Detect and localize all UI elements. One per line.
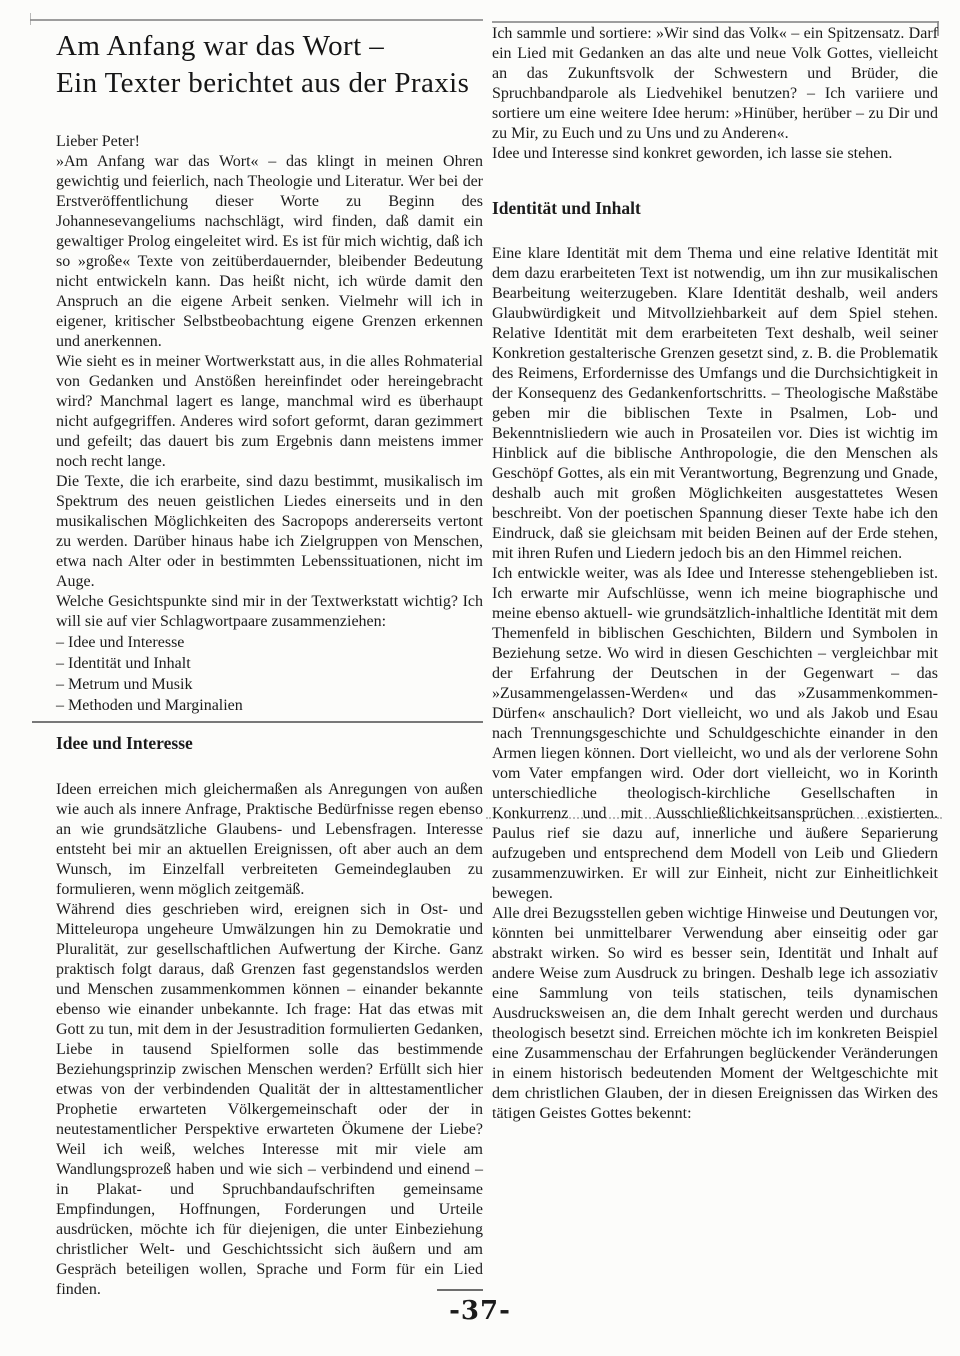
- top-rule-left-tick: [30, 13, 31, 25]
- list-item: – Identität und Inhalt: [56, 655, 191, 672]
- section-heading-idee-und-interesse: Idee und Interesse: [56, 733, 193, 753]
- section-divider-line: [32, 721, 483, 723]
- paragraph: Die Texte, die ich erarbeite, sind dazu bestimmt, musikalisch im Spektrum des neuen geistlichen Liedes einerseits und in den musikalischen Möglichkeiten des Sacropops andererseits vertont zu werden. Darüber hinaus habe ich Zielgruppen von Menschen, etwa nach Alter oder in bestimmten Lebenssituationen, nicht im Auge.: [56, 473, 483, 590]
- paragraph: Idee und Interesse sind konkret geworden, ich lasse sie stehen.: [492, 145, 893, 162]
- paragraph: Eine klare Identität mit dem Thema und eine relative Identität mit dem dazu erarbeiteten Text ist notwendig, um ihn zur musikalischen Bearbeitung weiterzugeben. Klare Identität deshalb, weil anders Glaubwürdigkeit und Mitvollziehbarkeit auf dem Spiel stehen. Relative Identität mit dem erarbeiteten Text deshalb, weil seiner Konkretion gestalterische Grenzen gesetzt sind, z. B. die Problematik des Reimens, Erfordernisse des Umfangs und die Durchsichtigkeit in der Konsequenz des Gedankenfortschritts. – Theologische Maßstäbe geben mir die biblischen Texte in Psalmen, Lob- und Bekenntnisliedern wie auch in Prosateilen vor. Dies ist wichtig im Hinblick auf die biblische Anthropologie, die den Menschen als Geschöpf Gottes, als ein mit Verantwortung, Begrenzung und Gnade, deshalb auch mit großen Möglichkeiten ausgestattetes Wesen beschreibt. Von der poetischen Spannung dieser Texte habe ich den Eindruck, daß sie gleichsam mit beiden Beinen auf der Erde stehen, mit ihren Rufen und Liedern jedoch bis an den Himmel reichen.: [492, 245, 938, 562]
- paragraph: Welche Gesichtspunkte sind mir in der Textwerkstatt wichtig? Ich will sie auf vier Schlagwortpaare zusammenziehen:: [56, 593, 483, 630]
- right-column: [492, 24, 938, 1124]
- list-item: – Methoden und Marginalien: [56, 697, 243, 714]
- keyword-list: [56, 632, 483, 716]
- top-rule-left-column: [30, 19, 483, 21]
- paragraph: Ich entwickle weiter, was als Idee und Interesse stehengeblieben ist. Ich erwarte mir Aufschlüsse, wenn ich meine biographische und meine ebenso aktuell- wie grundsätzlich-inhaltliche Identität mit dem Themenfeld in biblischen Geschichten, Bildern und Symbolen in Beziehung setze. Wo wird in diesen Geschichten – vergleichbar mit der Erfahrung der Deutschen in der Gegenwart – das »Zusammengelassen-Werden« und das »Zusammenkommen-Dürfen« anschaulich? Dort vielleicht, wo und als Jakob und Esau nach Trennungsgeschichte und Schuldgeschichte einander in den Armen liegen können. Dort vielleicht, wo und als der verlorene Sohn vom Vater empfangen wird. Oder dort vielleicht, wo in Korinth unterschiedliche theologisch-kirchliche Gesellschaften in Konkurrenz und mit Ausschließlichkeitsansprüchen existierten. Paulus rief sie dazu auf, innerliche und äußere Separierung aufzugeben und entsprechend dem Modell von Leib und Gliedern zusammenzuwirken. Er will zur Einheit, nicht zur Einheitlichkeit bewegen.: [492, 565, 938, 902]
- page-number: -37-: [449, 1296, 511, 1326]
- list-item: – Metrum und Musik: [56, 676, 193, 693]
- section-heading-identitaet-und-inhalt: Identität und Inhalt: [492, 198, 641, 218]
- salutation: Lieber Peter!: [56, 133, 140, 150]
- list-item: – Idee und Interesse: [56, 634, 185, 651]
- top-rule-right-column: [492, 21, 939, 23]
- paragraph: Wie sieht es in meiner Wortwerkstatt aus, in die alles Rohmaterial von Gedanken und Anstößen hereinfindet oder hereingebracht wird? Manchmal lagert es lange, manchmal wird es überhaupt nicht aufgegriffen. Anderes wird sofort geformt, daran gezimmert und gefeilt; das dauert bis zum Ergebnis dann meistens immer noch recht lange.: [56, 353, 483, 470]
- page-title-line-2: Ein Texter berichtet aus der Praxis: [56, 67, 470, 99]
- page-title: [56, 28, 483, 102]
- paragraph: Ich sammle und sortiere: »Wir sind das Volk« – ein Spitzensatz. Darf ein Lied mit Gedanken an das alte und neue Volk Gottes, vielleicht an das Zukunftsvolk der Schwestern und Brüder, die Spruchbandparole als Liedvehikel benutzen? – Ich variiere und sortiere um eine weitere Idee herum: »Hinüber, herüber – zu Dir und zu Mir, zu Euch und zu Uns und zu Anderen«.: [492, 25, 938, 142]
- paragraph: Ideen erreichen mich gleichermaßen als Anregungen von außen wie auch als innere Anfrage, Praktische Bedürfnisse regen ebenso an wie grundsätzliche Glaubens- und Lebensfragen. Interesse entsteht bei mir an aktuellen Ereignissen, oft aber auch an dem Wunsch, im Einzelfall verbreiteten Gemeindeglauben zu formulieren, wenn möglich zeitgemäß.: [56, 781, 483, 898]
- paragraph: »Am Anfang war das Wort« – das klingt in meinen Ohren gewichtig und feierlich, nach Theologie und Literatur. Wer bei der Erstveröffentlichung dieser Worte zu Beginn des Johannesevangeliums nachschlägt, wird finden, daß damit ein gewaltiger Prolog eingeleitet wird. Es ist für mich wichtig, daß ich so »große« Texte von zeitüberdauernder, bleibender Bedeutung nicht entwickeln kann. Das heißt nicht, ich würde damit den Anspruch an die eigene Arbeit senken. Vielmehr will ich in eigener, kritischer Selbstbeobachtung eigene Grenzen erkennen und anerkennen.: [56, 153, 483, 350]
- paragraph: Alle drei Bezugsstellen geben wichtige Hinweise und Deutungen vor, könnten bei unmittelbarer Verwendung aber einseitig oder gar abstrakt wirken. So wird es besser sein, Identität und Inhalt auf andere Weise zum Ausdruck zu bringen. Deshalb lege ich assoziativ eine Sammlung von teils statischen, teils dynamischen Ausdrucksweisen an, die dem Inhalt gerecht werden und durchaus theologisch besetzt sind. Erreichen möchte ich im konkreten Beispiel eine Zusammenschau der Erfahrungen beglückender Veränderungen in einem historisch bedeutenden Moment der Weltgeschichte mit dem christlichen Glauben, der in diesen Ereignissen das Wirken des tätigen Geistes Gottes bekennt:: [492, 905, 938, 1122]
- paragraph: Während dies geschrieben wird, ereignen sich in Ost- und Mitteleuropa ungeheure Umwälzungen hin zu Demokratie und Pluralität, zur gesellschaftlichen Aufwertung der Kirche. Ganz praktisch folgt daraus, daß Grenzen fast gegenstandslos werden und Menschen zusammenkommen können – einander bekannte ebenso wie einander unbekannte. Ich frage: Hat das etwas mit Gott zu tun, mit dem in der Jesustradition formulierten Gedanken, Liebe in tausend Spielformen solle das bestimmende Beziehungsprinzip zwischen Menschen werden? Erfüllt sich hier etwas von der verbindenden Qualität der in alttestamentlicher Prophetie erwarteten Völkergemeinschaft oder der in neutestamentlicher Perspektive erwarteten Ökumene der Liebe? Weil ich weiß, welches Interesse mit mir viele am Wandlungsprozeß haben und wie sich – verbindend und einend – in Plakat- und Spruchbandaufschriften gemeinsame Empfindungen, Hoffnungen, Forderungen und Urteile ausdrücken, möchte ich für diejenigen, die unter Einbeziehung christlicher Welt- und Geschichtssicht sich äußern und am Gespräch beteiligen wollen, Sprache und Form für ein Lied finden.: [56, 901, 483, 1298]
- page-title-line-1: Am Anfang war das Wort –: [56, 30, 385, 62]
- left-column: [56, 26, 483, 1300]
